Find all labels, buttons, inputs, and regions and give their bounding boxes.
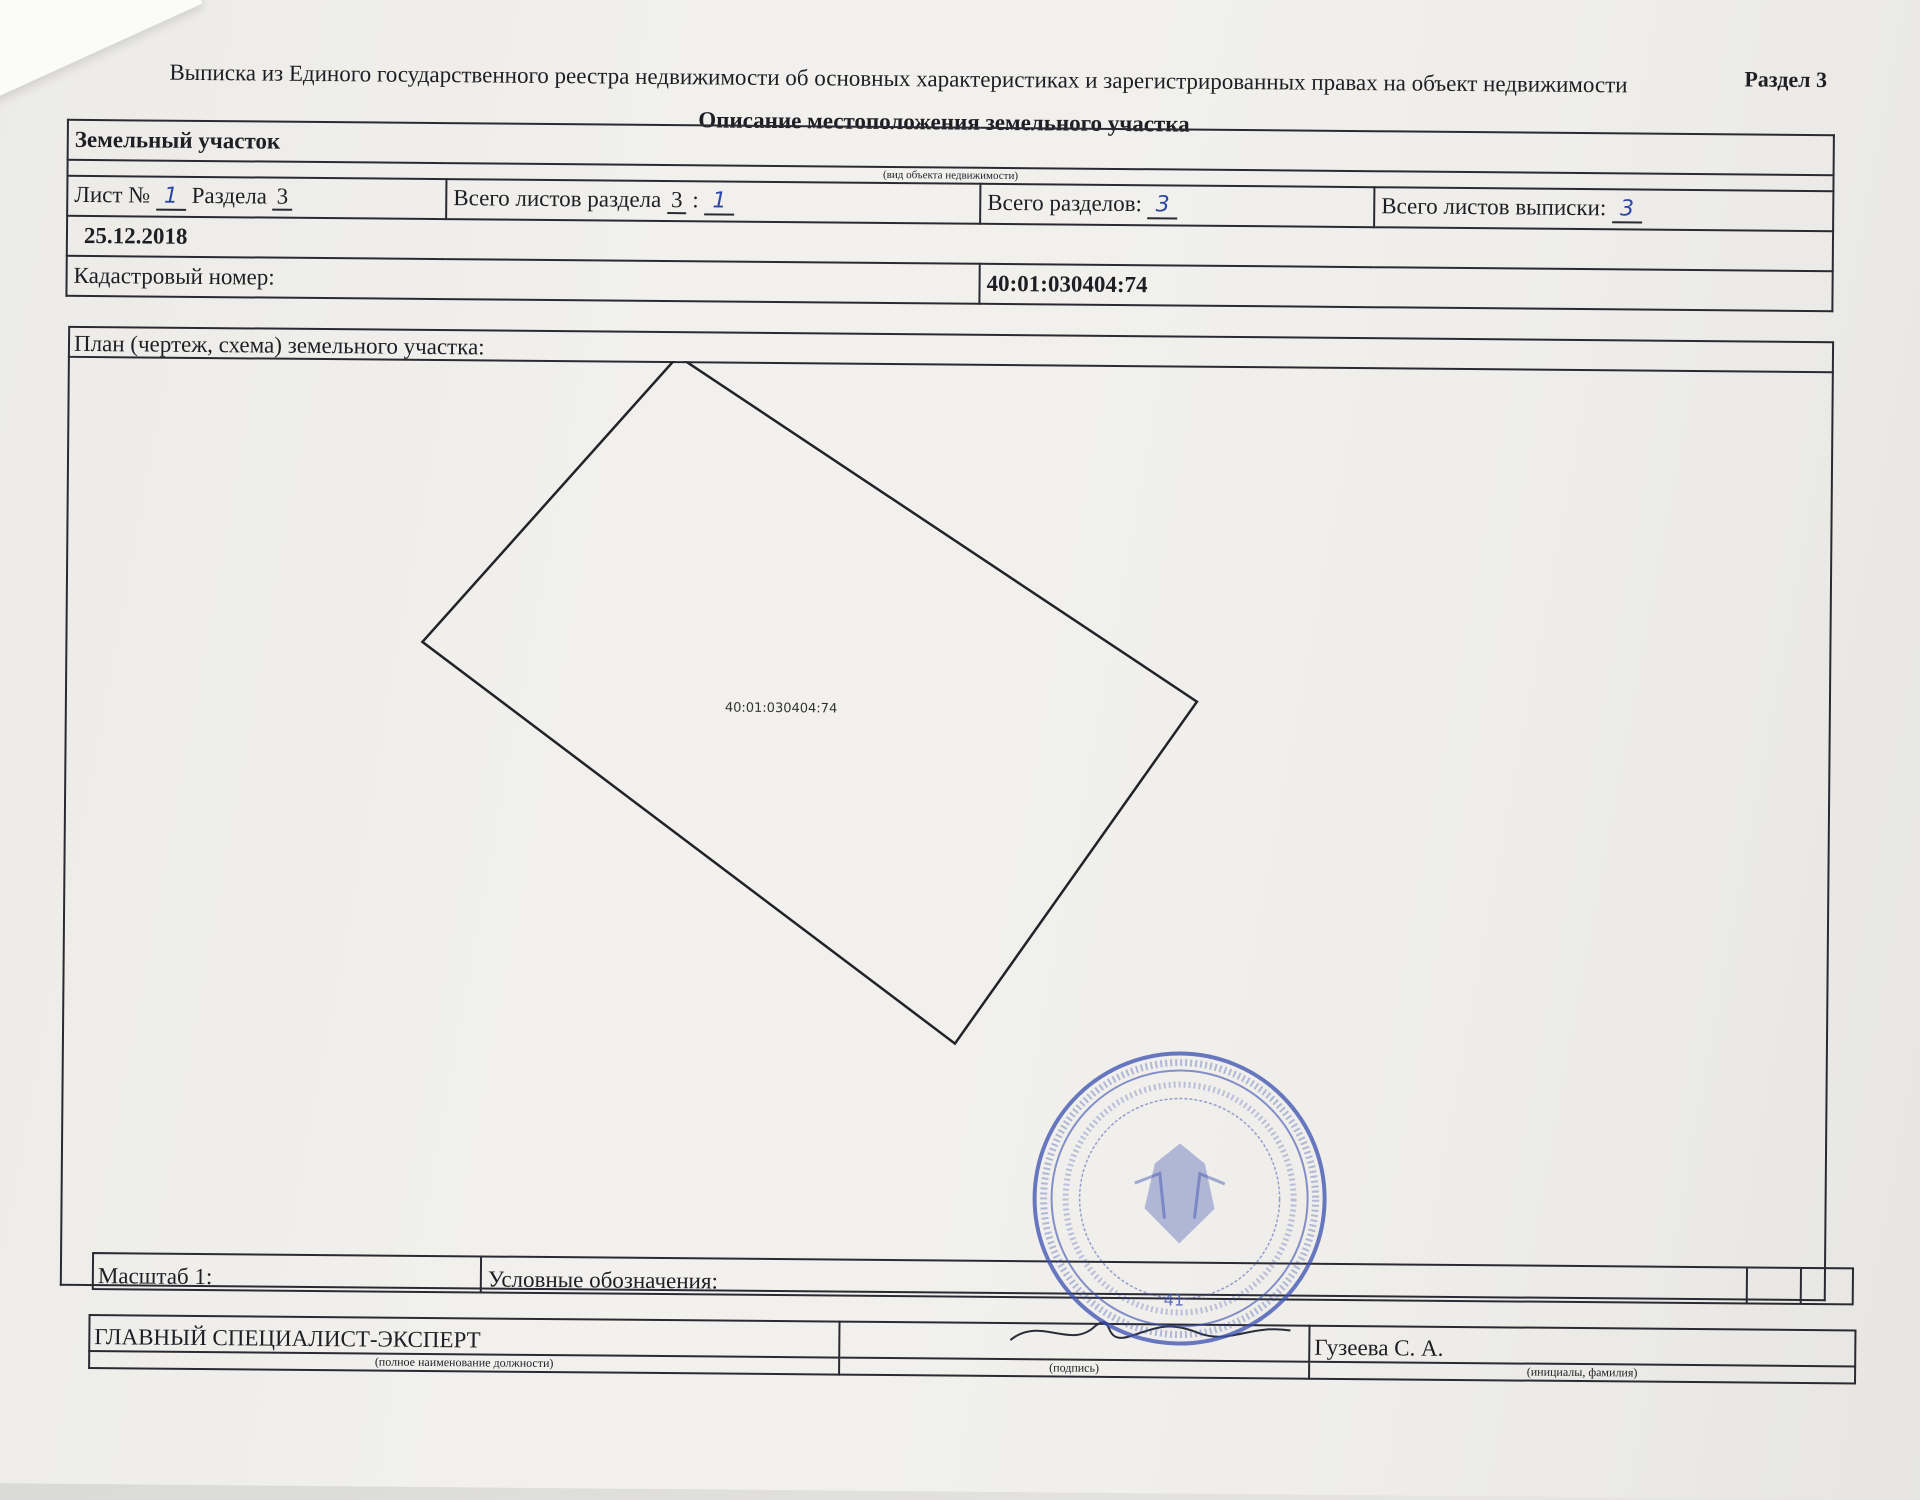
signature-caption: (подпись)	[839, 1358, 1309, 1379]
official-seal	[1023, 1042, 1336, 1355]
section-number-label: Раздела	[191, 182, 268, 209]
folded-corner	[0, 0, 202, 111]
scale-label: Масштаб 1:	[97, 1263, 213, 1290]
sheet-number-value: 1	[156, 184, 186, 211]
total-sections-value: 3	[1148, 192, 1178, 219]
section-label: Раздел 3	[1744, 66, 1828, 93]
legend-label: Условные обозначения:	[487, 1266, 719, 1294]
document-subtitle: Описание местоположения земельного участка	[698, 107, 1190, 137]
name-cell: Гузеева С. А.	[1309, 1326, 1855, 1367]
plan-frame	[60, 356, 1834, 1301]
signature-table	[88, 1314, 1856, 1384]
total-sheets-section-cell: Всего листов раздела 3 : 1	[446, 179, 980, 224]
legend-divider	[480, 1257, 482, 1291]
document-title: Выписка из Единого государственного реестра недвижимости об основных характеристиках и зарегистрированных правах на объект недвижимости	[169, 59, 1628, 98]
section-number-value: 3	[273, 184, 293, 211]
seal-number: 41	[1163, 1290, 1185, 1310]
position-caption: (полное наименование должности)	[89, 1351, 839, 1375]
total-sheets-section-value: 1	[704, 188, 734, 215]
total-sheets-value: 3	[1612, 196, 1642, 223]
parcel-label: 40:01:030404:74	[724, 700, 838, 717]
name-caption: (инициалы, фамилия)	[1309, 1362, 1855, 1384]
position-cell: ГЛАВНЫЙ СПЕЦИАЛИСТ-ЭКСПЕРТ	[89, 1315, 839, 1358]
object-type: Земельный участок	[68, 120, 1834, 175]
object-info-table	[65, 119, 1834, 312]
sheet-number-label: Лист №	[74, 181, 151, 208]
total-sheets-section-label: Всего листов раздела	[453, 185, 662, 212]
cadastral-label: Кадастровый номер:	[66, 256, 979, 304]
total-sections-label: Всего разделов:	[987, 189, 1143, 217]
total-sheets-cell	[1374, 187, 1833, 231]
plan-title: План (чертеж, схема) земельного участка:	[68, 326, 1834, 373]
issue-date: 25.12.2018	[67, 216, 1833, 271]
total-sheets-label: Всего листов выписки:	[1381, 193, 1607, 221]
total-sheets-section-number: 3	[667, 187, 687, 214]
plan-section	[60, 326, 1834, 1301]
legend-divider	[1800, 1269, 1802, 1303]
parcel-drawing	[62, 356, 1836, 1301]
cadastral-number: 40:01:030404:74	[979, 264, 1832, 311]
object-type-caption: (вид объекта недвижимости)	[67, 160, 1833, 191]
legend-divider	[1746, 1268, 1748, 1302]
total-sections-cell	[980, 184, 1374, 227]
sheet-number-cell	[67, 176, 446, 219]
